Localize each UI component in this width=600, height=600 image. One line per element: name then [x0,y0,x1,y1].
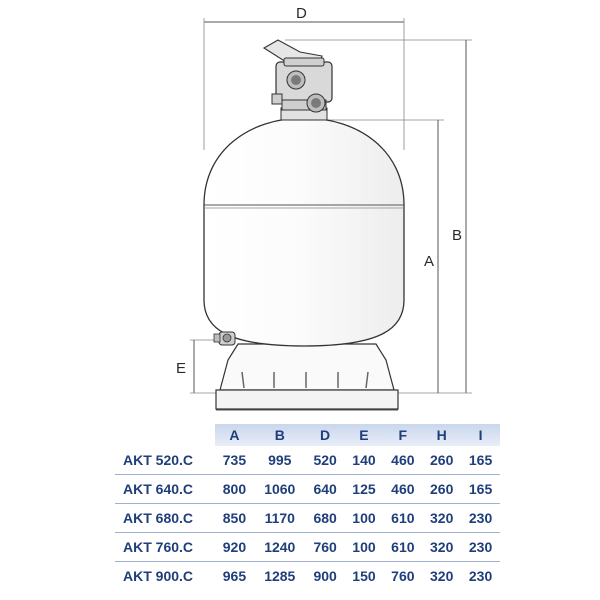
table-cell: 760 [391,568,415,584]
table-cell: 320 [422,504,461,533]
table-header-e: E [345,424,384,446]
dimension-a-label: A [424,253,435,270]
table-cell: 800 [215,475,254,504]
dimension-e-label: E [176,360,187,377]
table-cell: 230 [461,533,500,562]
tank-base [216,344,398,409]
table-cell: 260 [422,475,461,504]
model-name: AKT 640.C [115,475,215,504]
table-header-row [115,424,500,446]
table-header-b: B [254,424,306,446]
table-cell: 320 [422,533,461,562]
tank-body [204,118,404,346]
table-cell: 100 [345,533,384,562]
table-cell: 460 [383,446,422,475]
table-cell: 125 [345,475,384,504]
table-cell: 920 [215,533,254,562]
table-header-f: F [383,424,422,446]
table-header-d: D [306,424,345,446]
model-name: AKT 760.C [115,533,215,562]
table-cell: 150 [352,568,376,584]
table-row [115,475,500,504]
dimension-e [176,340,228,393]
multiport-valve [264,40,332,120]
table-cell: 735 [215,446,254,475]
table-cell: 260 [422,446,461,475]
table-header-h: H [422,424,461,446]
table-row [115,562,500,591]
table-cell: 165 [461,446,500,475]
table-header-a: A [215,424,254,446]
table-cell: 850 [215,504,254,533]
table-cell: 640 [306,475,345,504]
model-name: AKT 520.C [115,446,215,475]
dimension-b-label: B [452,227,463,244]
table-cell: 520 [306,446,345,475]
table-cell: 230 [461,504,500,533]
table-header-i: I [461,424,500,446]
table-cell: 1170 [254,504,306,533]
table-cell: 900 [313,568,337,584]
table-cell: 1060 [254,475,306,504]
dimension-d-label: D [296,5,307,22]
table-cell: 680 [306,504,345,533]
table-header-corner [115,424,215,446]
table-row [115,504,500,533]
table-cell: 320 [430,568,454,584]
dimension-table [115,424,500,590]
table-cell: 230 [468,568,493,584]
table-cell: 1240 [254,533,306,562]
table-cell: 760 [306,533,345,562]
table-cell: 165 [461,475,500,504]
table-cell: 140 [345,446,384,475]
drain-valve [214,332,235,345]
table-cell: 965 [222,568,247,584]
model-name: AKT 900.C [123,568,194,584]
table-cell: 1285 [264,568,296,584]
table-cell: 460 [383,475,422,504]
table-cell: 610 [383,504,422,533]
table-row [115,533,500,562]
table-cell: 610 [383,533,422,562]
model-name: AKT 680.C [115,504,215,533]
table-cell: 100 [345,504,384,533]
table-cell: 995 [254,446,306,475]
table-row [115,446,500,475]
